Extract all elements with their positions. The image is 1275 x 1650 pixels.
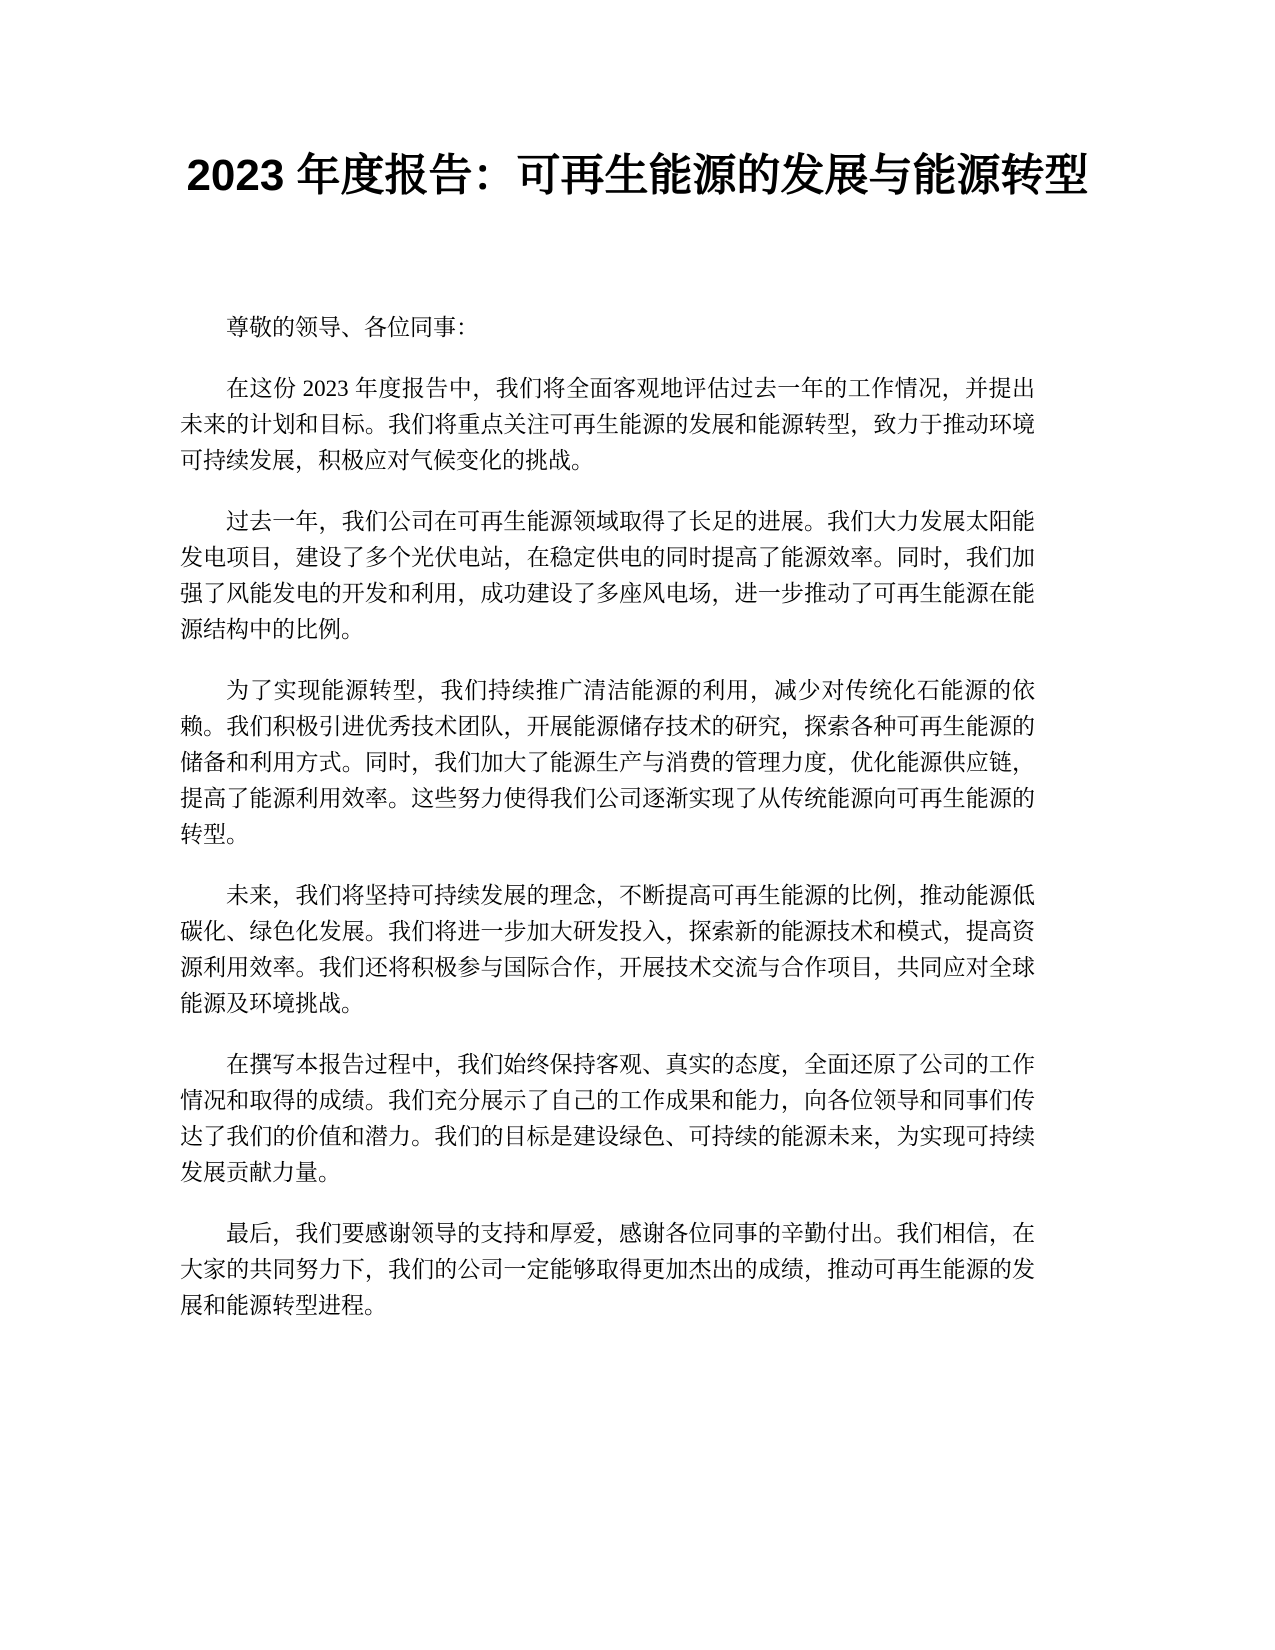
paragraph-energy-transition: 为了实现能源转型，我们持续推广清洁能源的利用，减少对传统化石能源的依赖。我们积极引进优秀技术团队，开展能源储存技术的研究，探索各种可再生能源的储备和利用方式。同时，我们加大了能源生产与消费的管理力度，优化能源供应链，提高了能源利用效率。这些努力使得我们公司逐渐实现了从传统能源向可再生能源的转型。: [180, 678, 1035, 847]
paragraph-intro: 在这份 2023 年度报告中，我们将全面客观地评估过去一年的工作情况，并提出未来的计划和目标。我们将重点关注可再生能源的发展和能源转型，致力于推动环境可持续发展，积极应对气候变化的挑战。: [180, 376, 1035, 473]
document-title: 2023 年度报告：可再生能源的发展与能源转型: [186, 151, 1089, 200]
document-body: [180, 310, 1035, 1349]
paragraph-report-writing: 在撰写本报告过程中，我们始终保持客观、真实的态度，全面还原了公司的工作情况和取得的成绩。我们充分展示了自己的工作成果和能力，向各位领导和同事们传达了我们的价值和潜力。我们的目标是建设绿色、可持续的能源未来，为实现可持续发展贡献力量。: [180, 1052, 1035, 1185]
paragraph-past-year: 过去一年，我们公司在可再生能源领域取得了长足的进展。我们大力发展太阳能发电项目，建设了多个光伏电站，在稳定供电的同时提高了能源效率。同时，我们加强了风能发电的开发和利用，成功建设了多座风电场，进一步推动了可再生能源在能源结构中的比例。: [180, 509, 1035, 642]
paragraph-thanks: 最后，我们要感谢领导的支持和厚爱，感谢各位同事的辛勤付出。我们相信，在大家的共同努力下，我们的公司一定能够取得更加杰出的成绩，推动可再生能源的发展和能源转型进程。: [180, 1221, 1035, 1318]
paragraph-future: 未来，我们将坚持可持续发展的理念，不断提高可再生能源的比例，推动能源低碳化、绿色化发展。我们将进一步加大研发投入，探索新的能源技术和模式，提高资源利用效率。我们还将积极参与国际合作，开展技术交流与合作项目，共同应对全球能源及环境挑战。: [180, 883, 1035, 1016]
salutation: 尊敬的领导、各位同事：: [226, 315, 479, 340]
